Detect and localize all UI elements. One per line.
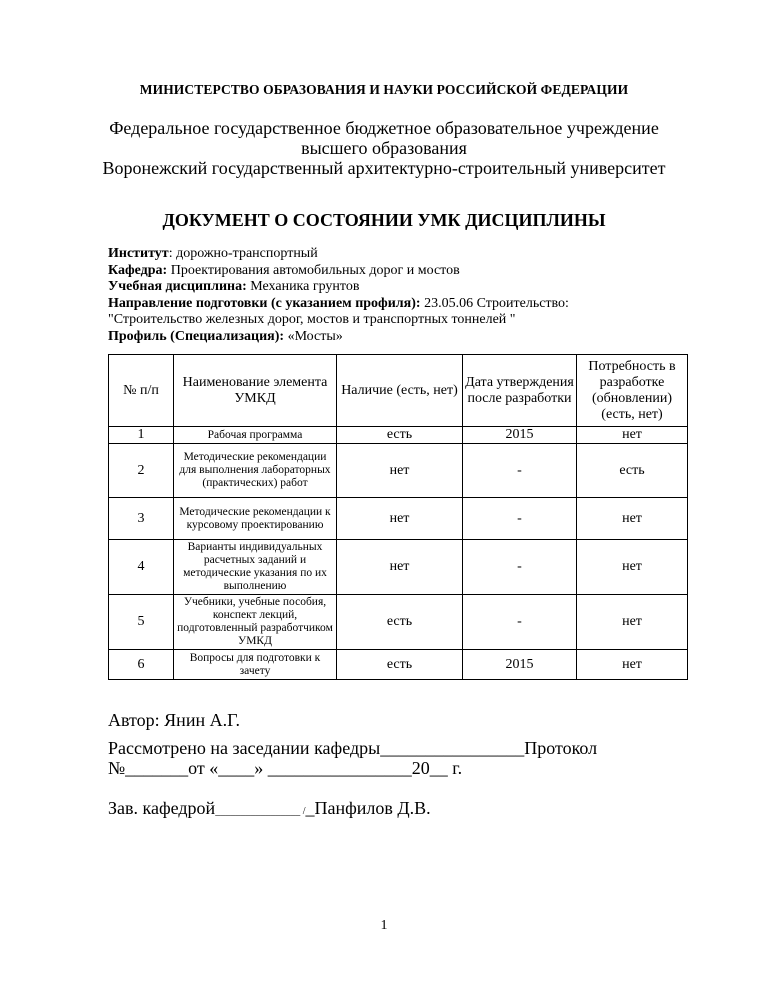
page-number: 1 [380, 918, 388, 933]
row-num: 4 [109, 540, 174, 595]
row-date: - [463, 540, 577, 595]
profile-value: «Мосты» [284, 328, 343, 344]
institution-block [0, 118, 768, 178]
discipline-label: Учебная дисциплина: [108, 279, 247, 294]
row-presence: нет [337, 498, 463, 540]
table-header-row [109, 355, 688, 427]
author-line: Автор: Янин А.Г. [108, 710, 240, 730]
profile-line [108, 329, 668, 346]
col-header-date: Дата утверждения после разработки [463, 355, 577, 427]
row-name: Методические рекомендации к курсовому проектированию [174, 498, 337, 540]
department-line [108, 263, 668, 280]
row-name: Вопросы для подготовки к зачету [174, 650, 337, 680]
review-line-1: Рассмотрено на заседании кафедры________________Протокол [108, 738, 598, 758]
department-label: Кафедра: [108, 262, 168, 278]
institution-line-1: Федеральное государственное бюджетное образовательное учреждение [109, 118, 659, 138]
head-name: _Панфилов Д.В. [305, 798, 431, 818]
umkd-table [108, 354, 688, 680]
row-presence: есть [337, 427, 463, 444]
col-header-presence: Наличие (есть, нет) [337, 355, 463, 427]
row-name: Учебники, учебные пособия, конспект лекций, подготовленный разработчиком УМКД [174, 595, 337, 650]
col-header-num: № п/п [109, 355, 174, 427]
direction-line [108, 296, 668, 313]
document-title: ДОКУМЕНТ О СОСТОЯНИИ УМК ДИСЦИПЛИНЫ [162, 210, 606, 230]
department-value: Проектирования автомобильных дорог и мостов [167, 262, 460, 278]
review-line-2: №_______от «____» ________________20__ г. [108, 758, 463, 778]
table-row [109, 540, 688, 595]
discipline-value: Механика грунтов [246, 279, 360, 294]
profile-label: Профиль (Специализация): [108, 328, 285, 344]
table-row [109, 498, 688, 540]
discipline-meta [108, 246, 668, 345]
institution-line-2: высшего образования [301, 138, 467, 158]
col-header-need: Потребность в разработке (обновлении) (есть, нет) [577, 355, 688, 427]
row-num: 1 [109, 427, 174, 444]
discipline-line [108, 279, 668, 296]
institute-line [108, 246, 668, 263]
ministry-heading: МИНИСТЕРСТВО ОБРАЗОВАНИЯ И НАУКИ РОССИЙСКОЙ ФЕДЕРАЦИИ [139, 82, 629, 97]
row-date: - [463, 444, 577, 498]
row-date: - [463, 595, 577, 650]
direction-value: 23.05.06 Строительство: [420, 295, 569, 311]
university-name: Воронежский государственный архитектурно-строительный университет [102, 158, 666, 178]
direction-line-2: "Строительство железных дорог, мостов и транспортных тоннелей " [108, 312, 516, 327]
col-header-name: Наименование элемента УМКД [174, 355, 337, 427]
row-need: нет [577, 595, 688, 650]
head-prefix: Зав. кафедрой [108, 798, 216, 818]
department-head-line [108, 798, 431, 819]
institute-value: : дорожно-транспортный [168, 246, 318, 261]
review-block [108, 738, 668, 778]
row-num: 5 [109, 595, 174, 650]
row-need: нет [577, 427, 688, 444]
direction-label: Направление подготовки (с указанием профиля): [108, 295, 421, 311]
row-num: 2 [109, 444, 174, 498]
row-name: Методические рекомендации для выполнения лабораторных (практических) работ [174, 444, 337, 498]
table-row [109, 444, 688, 498]
row-need: нет [577, 540, 688, 595]
institute-label: Институт [108, 246, 169, 261]
row-presence: нет [337, 444, 463, 498]
row-need: нет [577, 650, 688, 680]
row-num: 3 [109, 498, 174, 540]
row-date: 2015 [463, 427, 577, 444]
row-need: есть [577, 444, 688, 498]
signature-line: _________________ / [215, 806, 306, 817]
row-date: - [463, 498, 577, 540]
row-num: 6 [109, 650, 174, 680]
row-date: 2015 [463, 650, 577, 680]
row-presence: есть [337, 595, 463, 650]
table-row [109, 427, 688, 444]
table-row [109, 595, 688, 650]
row-presence: есть [337, 650, 463, 680]
row-presence: нет [337, 540, 463, 595]
row-name: Варианты индивидуальных расчетных заданий и методические указания по их выполнению [174, 540, 337, 595]
row-need: нет [577, 498, 688, 540]
row-name: Рабочая программа [174, 427, 337, 444]
table-row [109, 650, 688, 680]
